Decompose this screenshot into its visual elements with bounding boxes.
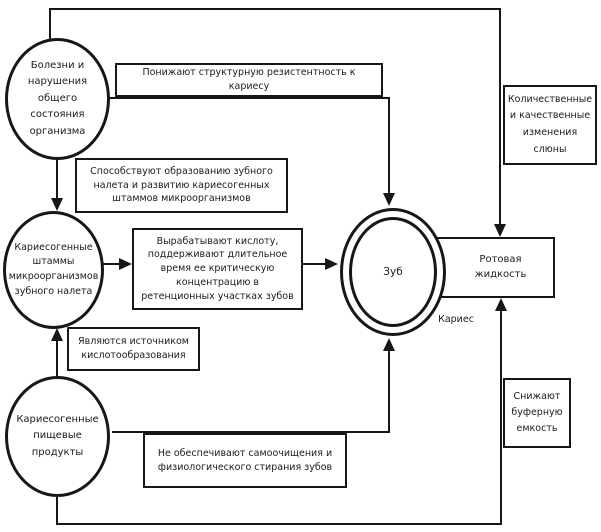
connector-bottom-horizontal (56, 523, 502, 525)
arrowhead-into-tooth-top (383, 193, 395, 206)
box-self-cleaning-label: Не обеспечивают самоочищения и физиологического стирания зубов (157, 447, 333, 473)
arrowhead-into-strains-top (51, 198, 63, 211)
arrowhead-into-strains-bottom (51, 328, 63, 341)
node-oral-fluid-label: Ротовая жидкость (474, 254, 527, 280)
box-acid-source (67, 327, 200, 371)
node-strains-label: Кариесогенные штаммы микроорганизмов зубного налета (8, 241, 99, 297)
connector-disease-to-tooth-horizontal (108, 97, 389, 99)
node-tooth-inner-circle (349, 217, 437, 327)
node-diseases-label: Болезни и нарушения общего состояния организма (27, 59, 88, 137)
connector-top-horizontal (49, 8, 501, 10)
box-acid-label: Вырабатывают кислоту, поддерживают длительное время ее критическую концентрацию в ретенционных участках зубов (141, 235, 294, 302)
connector-acid-to-tooth (301, 263, 326, 265)
arrowhead-into-tooth-left (325, 258, 338, 270)
box-plaque-label: Способствуют образованию зубного налета и развитию кариесогенных штаммов микроорганизмов (90, 165, 273, 205)
node-food-circle (5, 376, 110, 497)
connector-right-top-vertical (499, 8, 501, 225)
connector-right-bottom-vertical (500, 310, 502, 525)
connector-food-to-strains (56, 339, 58, 377)
arrowhead-into-oral-fluid-top (494, 224, 506, 237)
box-plaque (75, 158, 288, 213)
arrowhead-into-oral-fluid-bottom (495, 298, 507, 311)
box-resistance (115, 63, 383, 97)
connector-disease-to-strains (56, 158, 58, 200)
node-tooth-label: Зуб (383, 266, 403, 278)
connector-food-to-tooth-vertical (388, 350, 390, 433)
connector-food-bottom-stub (56, 495, 58, 525)
box-acid-source-label: Являются источником кислотообразования (78, 336, 189, 361)
box-acid (132, 228, 303, 310)
arrowhead-into-acid-box (119, 258, 132, 270)
node-strains-circle (3, 211, 104, 329)
connector-disease-top-stub (49, 8, 51, 40)
box-saliva (503, 85, 597, 165)
box-buffer-label: Снижают буферную емкость (511, 390, 563, 435)
box-self-cleaning (143, 433, 347, 488)
node-diseases-circle (5, 38, 110, 160)
box-resistance-label: Понижают структурную резистентность к кариесу (142, 67, 356, 92)
connector-disease-to-tooth-vertical (388, 97, 390, 194)
caries-label: Кариес (438, 314, 474, 325)
box-saliva-label: Количественные и качественные изменения слюны (507, 93, 593, 155)
node-food-label: Кариесогенные пищевые продукты (16, 413, 99, 458)
arrowhead-into-tooth-bottom (383, 338, 395, 351)
box-buffer (503, 378, 571, 448)
